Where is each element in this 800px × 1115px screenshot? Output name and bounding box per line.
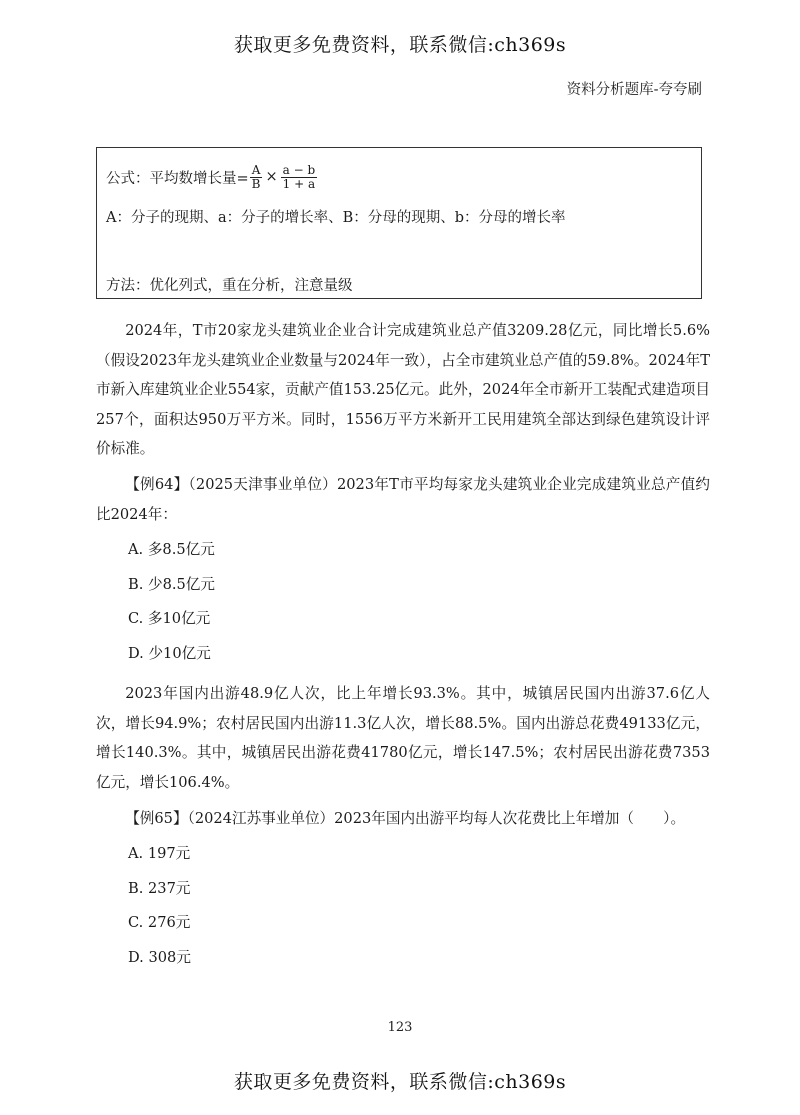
question-64-stem: 【例64】（2025天津事业单位）2023年T市平均每家龙头建筑业企业完成建筑业总产值约比2024年：: [96, 475, 710, 523]
option-d: D. 少10亿元: [128, 644, 211, 662]
times-sign: ×: [265, 169, 278, 185]
main-content: [96, 316, 710, 983]
formula-box: [96, 147, 702, 299]
fraction-growth: [281, 164, 318, 191]
question-65-stem: 【例65】（2024江苏事业单位）2023年国内出游平均每人次花费比上年增加（ ）。: [125, 809, 686, 827]
option-d: D. 308元: [128, 948, 191, 966]
formula-line: [106, 162, 318, 192]
page-number: 123: [387, 1020, 413, 1035]
question-64-options: [96, 533, 710, 671]
bottom-banner: 获取更多免费资料，联系微信:ch369s: [233, 1071, 567, 1093]
fraction-numerator: A: [251, 162, 261, 177]
option-a: A. 多8.5亿元: [128, 541, 215, 559]
running-head: 资料分析题库-夸夸刷: [566, 82, 702, 98]
fraction-denominator: 1 + a: [282, 176, 316, 191]
option-c: C. 多10亿元: [128, 610, 211, 628]
formula-prefix: 公式：平均数增长量=: [106, 170, 249, 187]
fraction-numerator: a − b: [282, 162, 316, 177]
passage-construction: 2024年，T市20家龙头建筑业企业合计完成建筑业总产值3209.28亿元，同比增长5.6%（假设2023年龙头建筑业企业数量与2024年一致），占全市建筑业总产值的59.8%。2024年T市新入库建筑业企业554家，贡献产值153.25亿元。此外，2024年全市新开工装配式建造项目257个，面积达950万平方米。同时，1556万平方米新开工民用建筑全部达到绿色建筑设计评价标准。: [96, 322, 710, 458]
question-65-options: [96, 837, 710, 975]
passage-tourism: 2023年国内出游48.9亿人次，比上年增长93.3%。其中，城镇居民国内出游37.6亿人次，增长94.9%；农村居民国内出游11.3亿人次，增长88.5%。国内出游总花费49133亿元，增长140.3%。其中，城镇居民出游花费41780亿元，增长147.5%；农村居民出游花费7353亿元，增长106.4%。: [96, 685, 710, 791]
fraction-a-over-b: [250, 164, 263, 191]
formula-method: 方法：优化列式，重在分析，注意量级: [106, 278, 353, 294]
option-a: A. 197元: [128, 845, 191, 863]
option-b: B. 少8.5亿元: [128, 575, 215, 593]
option-c: C. 276元: [128, 914, 191, 932]
fraction-denominator: B: [251, 176, 261, 191]
formula-definitions: A：分子的现期、a：分子的增长率、B：分母的现期、b：分母的增长率: [106, 210, 566, 226]
top-banner: 获取更多免费资料，联系微信:ch369s: [233, 34, 567, 56]
option-b: B. 237元: [128, 879, 191, 897]
